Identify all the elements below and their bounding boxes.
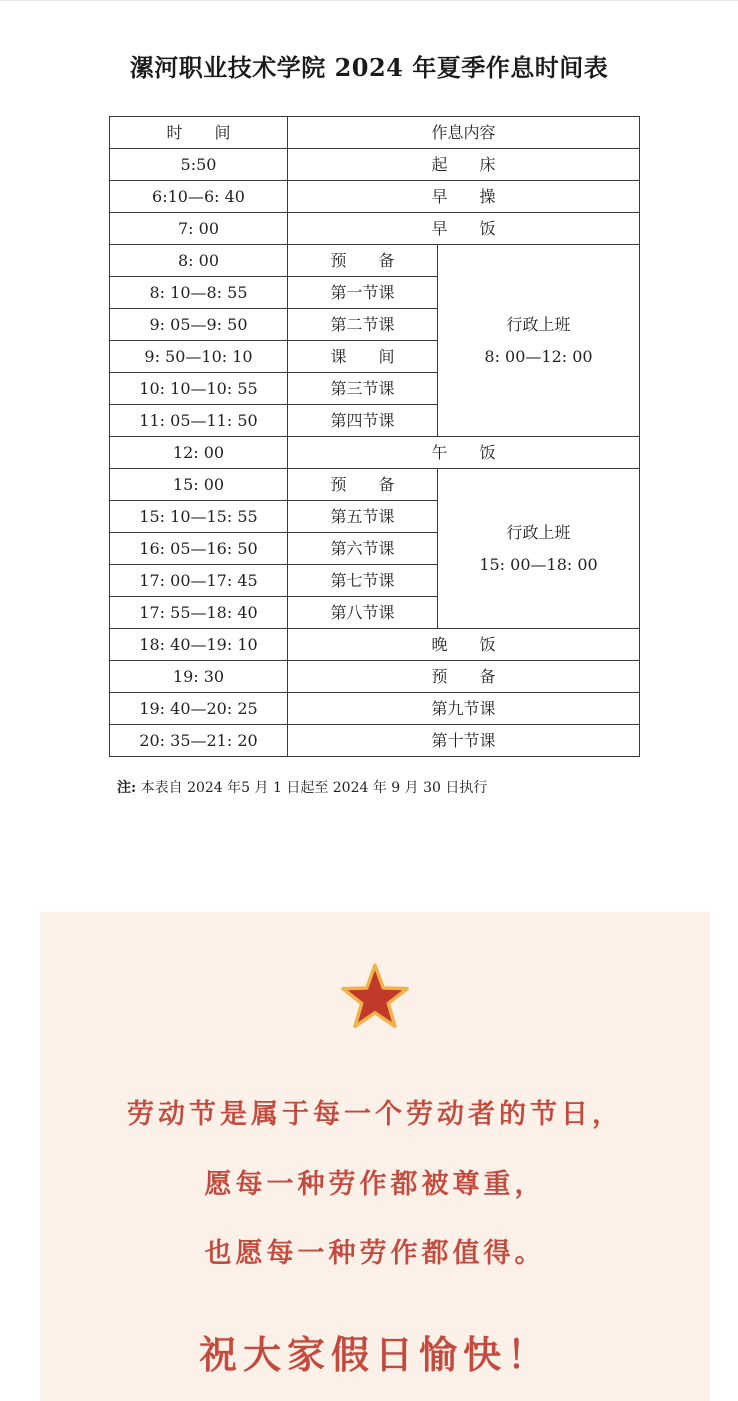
morning-admin-cell <box>438 245 640 437</box>
admin-hours: 15: 00—18: 00 <box>479 554 598 574</box>
admin-hours: 8: 00—12: 00 <box>484 346 593 366</box>
table-row <box>110 245 640 277</box>
star-icon <box>340 962 410 1030</box>
row-time: 9: 05—9: 50 <box>110 309 288 341</box>
row-content: 课 间 <box>288 341 438 373</box>
header-time: 时 间 <box>110 117 288 149</box>
table-row <box>110 437 640 469</box>
row-time: 7: 00 <box>110 213 288 245</box>
row-time: 6:10—6: 40 <box>110 181 288 213</box>
table-row <box>110 661 640 693</box>
row-time: 17: 55—18: 40 <box>110 597 288 629</box>
top-divider <box>0 0 738 1</box>
row-content: 第三节课 <box>288 373 438 405</box>
row-content: 第七节课 <box>288 565 438 597</box>
row-content: 预 备 <box>288 245 438 277</box>
greeting-card <box>40 912 710 1401</box>
schedule-table <box>109 116 640 757</box>
row-content: 第二节课 <box>288 309 438 341</box>
row-content: 第一节课 <box>288 277 438 309</box>
row-time: 15: 00 <box>110 469 288 501</box>
row-content: 第六节课 <box>288 533 438 565</box>
row-time: 18: 40—19: 10 <box>110 629 288 661</box>
row-time: 8: 10—8: 55 <box>110 277 288 309</box>
table-note <box>117 777 487 797</box>
greeting-line-2: 愿每一种劳作都被尊重， <box>204 1169 546 1200</box>
row-time: 9: 50—10: 10 <box>110 341 288 373</box>
row-content: 早 饭 <box>288 213 640 245</box>
row-content: 第十节课 <box>288 725 640 757</box>
table-row <box>110 213 640 245</box>
table-row <box>110 469 640 501</box>
row-content: 午 饭 <box>288 437 640 469</box>
row-content: 第五节课 <box>288 501 438 533</box>
table-row <box>110 629 640 661</box>
afternoon-admin-cell <box>438 469 640 629</box>
row-time: 16: 05—16: 50 <box>110 533 288 565</box>
row-content: 早 操 <box>288 181 640 213</box>
admin-label: 行政上班 <box>506 523 571 543</box>
row-time: 17: 00—17: 45 <box>110 565 288 597</box>
row-time: 15: 10—15: 55 <box>110 501 288 533</box>
row-time: 8: 00 <box>110 245 288 277</box>
table-row <box>110 149 640 181</box>
table-row <box>110 181 640 213</box>
row-content: 第九节课 <box>288 693 640 725</box>
table-header-row <box>110 117 640 149</box>
row-content: 预 备 <box>288 469 438 501</box>
admin-label: 行政上班 <box>506 315 571 335</box>
greeting-line-3: 也愿每一种劳作都值得。 <box>204 1238 546 1269</box>
row-time: 20: 35—21: 20 <box>110 725 288 757</box>
greeting-line-1: 劳动节是属于每一个劳动者的节日， <box>127 1099 623 1130</box>
row-time: 10: 10—10: 55 <box>110 373 288 405</box>
note-label: 注: <box>117 780 137 796</box>
row-time: 5:50 <box>110 149 288 181</box>
page-title: 漯河职业技术学院 2024 年夏季作息时间表 <box>129 53 609 82</box>
table-row <box>110 725 640 757</box>
row-content: 起 床 <box>288 149 640 181</box>
row-time: 19: 30 <box>110 661 288 693</box>
note-text: 本表自 2024 年5 月 1 日起至 2024 年 9 月 30 日执行 <box>136 780 488 796</box>
row-content: 晚 饭 <box>288 629 640 661</box>
row-time: 19: 40—20: 25 <box>110 693 288 725</box>
row-content: 预 备 <box>288 661 640 693</box>
holiday-wish: 祝大家假日愉快！ <box>198 1333 551 1377</box>
row-content: 第八节课 <box>288 597 438 629</box>
row-time: 12: 00 <box>110 437 288 469</box>
header-content: 作息内容 <box>288 117 640 149</box>
row-content: 第四节课 <box>288 405 438 437</box>
row-time: 11: 05—11: 50 <box>110 405 288 437</box>
table-row <box>110 693 640 725</box>
